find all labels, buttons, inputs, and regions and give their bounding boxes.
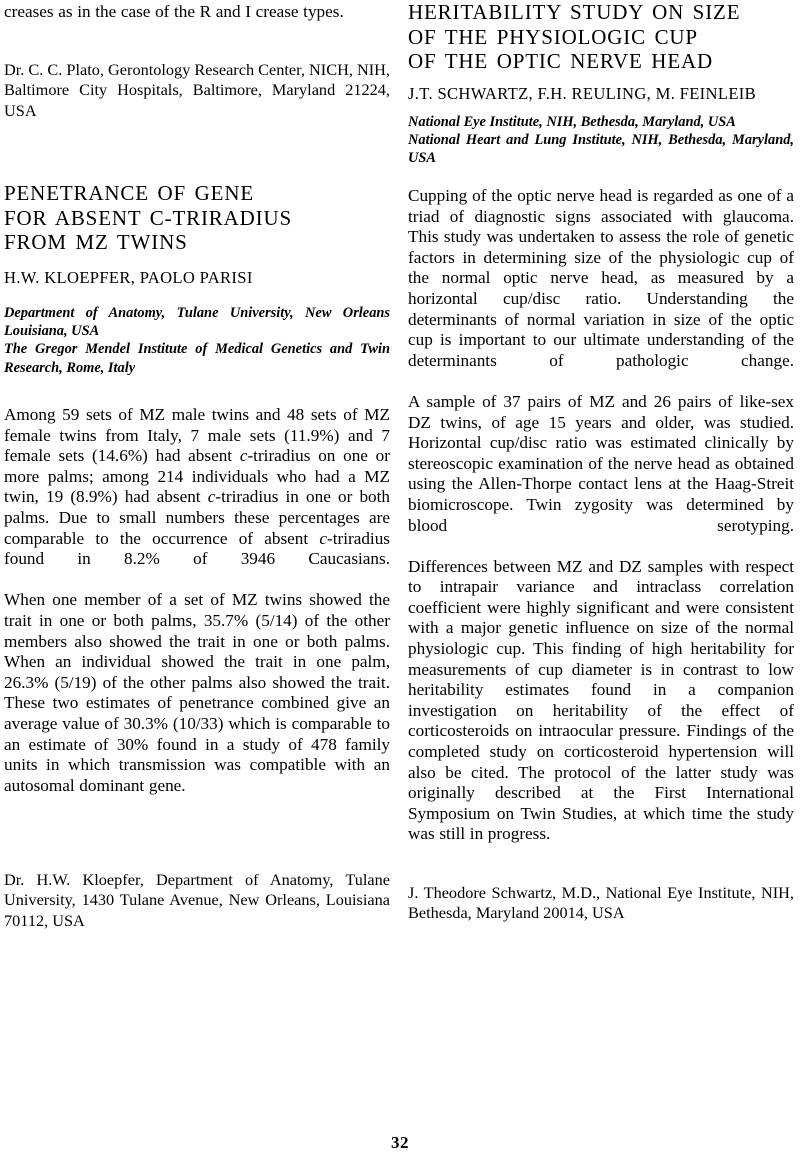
left-abstract-title-line-1: PENETRANCE OF GENE [4, 181, 254, 205]
right-abstract-body [408, 186, 794, 845]
left-abstract-title [4, 181, 390, 255]
previous-abstract-correspondence-text: Dr. C. C. Plato, Gerontology Research Center, NICH, NIH, Baltimore City Hospitals, Baltimore, Maryland 21224, USA [4, 60, 390, 120]
left-affiliation-2: The Gregor Mendel Institute of Medical Genetics and Twin Research, Rome, Italy [4, 341, 390, 376]
right-abstract-correspondence-text: J. Theodore Schwartz, M.D., National Eye Institute, NIH, Bethesda, Maryland 20014, USA [408, 883, 794, 923]
right-abstract-title-line-1: HERITABILITY STUDY ON SIZE [408, 0, 741, 24]
page-number: 32 [390, 1133, 410, 1152]
continued-paragraph [4, 2, 390, 23]
left-abstract-authors: H.W. KLOEPFER, PAOLO PARISI [4, 268, 253, 287]
previous-abstract-correspondence [4, 60, 390, 121]
continued-paragraph-text: creases as in the case of the R and I crease types. [4, 2, 344, 21]
right-affiliation-1: National Eye Institute, NIH, Bethesda, Maryland, USA [408, 114, 736, 130]
right-abstract-paragraph-1: Cupping of the optic nerve head is regarded as one of a triad of diagnostic signs associated with glaucoma. This study was undertaken to assess the role of genetic factors in determining size of the physiologic cup of the normal optic nerve head, as measured by a horizontal cup/disc ratio. Understanding the determinants of normal variation in size of the optic cup is important to our ultimate understanding of the determinants of pathologic change. [408, 186, 794, 370]
right-abstract-paragraph-3: Differences between MZ and DZ samples with respect to intrapair variance and intraclass correlation coefficient were highly significant and were consistent with a major genetic influence on size of the normal physiologic cup. This finding of high heritability for measurements of cup diameter is in contrast to low heritability estimates found in a companion investigation on heritability of the effect of corticosteroids on intraocular pressure. Findings of the completed study on corticosteroid hypertension will also be cited. The protocol of the latter study was originally described at the First International Symposium on Twin Studies, at which time the study was still in progress. [408, 556, 794, 844]
right-abstract-title-line-3: OF THE OPTIC NERVE HEAD [408, 49, 713, 74]
left-abstract-title-line-3: FROM MZ TWINS [4, 230, 188, 255]
right-affiliation-2: National Heart and Lung Institute, NIH, Bethesda, Maryland, USA [408, 132, 794, 167]
right-abstract-affiliations [408, 113, 794, 186]
right-abstract-paragraph-2: A sample of 37 pairs of MZ and 26 pairs of like-sex DZ twins, of age 15 years and older, was studied. Horizontal cup/disc ratio was estimated clinically by stereoscopic examination of the nerve head as obtained using the Allen-Thorpe contact lens at the Haag-Streit biomicroscope. Twin zygosity was determined by blood serotyping. [408, 391, 794, 535]
left-affiliation-1: Department of Anatomy, Tulane University, New Orleans Louisiana, USA [4, 305, 390, 340]
left-abstract-paragraph-2: When one member of a set of MZ twins showed the trait in one or both palms, 35.7% (5/14) of the other members also showed the trait in one or both palms. When an individual showed the trait in one palm, 26.3% (5/19) of the other palms also showed the trait. These two estimates of penetrance combined give an average value of 30.3% (10/33) which is comparable to an estimate of 30% found in a study of 478 family units in which transmission was compatible with an autosomal dominant gene. [4, 590, 390, 795]
right-abstract-correspondence [408, 883, 794, 924]
right-abstract-title-line-2: OF THE PHYSIOLOGIC CUP [408, 24, 698, 49]
left-abstract-body [4, 405, 390, 796]
left-abstract-correspondence [4, 870, 390, 931]
right-abstract-authors: J.T. SCHWARTZ, F.H. REULING, M. FEINLEIB [408, 84, 757, 103]
right-abstract-title [408, 0, 794, 74]
left-abstract-paragraph-1: Among 59 sets of MZ male twins and 48 sets of MZ female twins from Italy, 7 male sets (11.9%) and 7 female sets (14.6%) had absent c-triradius on one or more palms; among 214 individuals who had a MZ twin, 19 (8.9%) had absent c-triradius in one or both palms. Due to small numbers these percentages are comparable to the occurrence of absent c-triradius found in 8.2% of 3946 Caucasians. [4, 405, 390, 569]
left-abstract-correspondence-text: Dr. H.W. Kloepfer, Department of Anatomy, Tulane University, 1430 Tulane Avenue, New Orleans, Louisiana 70112, USA [4, 870, 390, 930]
left-abstract-affiliations [4, 304, 390, 377]
left-abstract-title-line-2: FOR ABSENT C-TRIRADIUS [4, 205, 293, 230]
